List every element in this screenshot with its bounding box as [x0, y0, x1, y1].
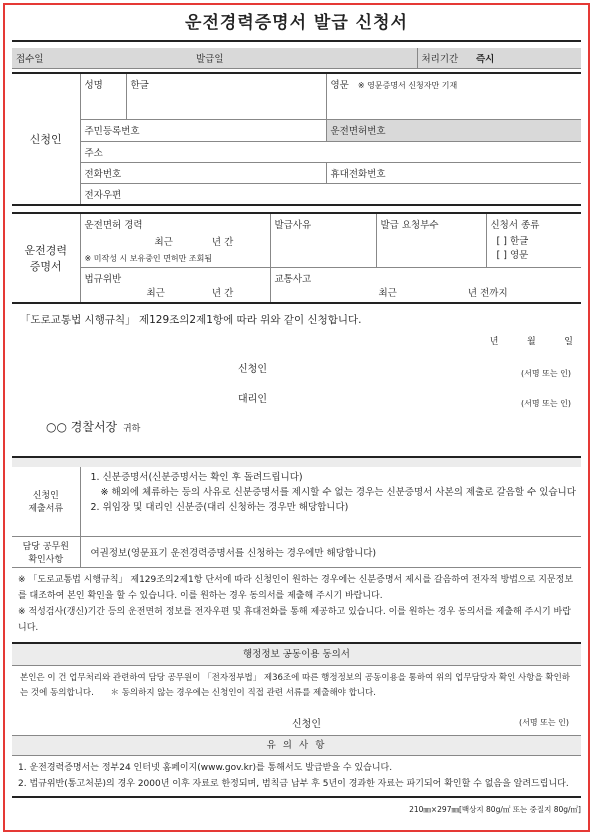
consent-body-note: ＊ 동의하지 않는 경우에는 신청인이 직접 관련 서류를 제출해야 합니다.: [110, 687, 376, 698]
form-footer: 210㎜×297㎜[백상지 80g/㎡ 또는 중질지 80g/㎡]: [12, 796, 581, 815]
accident-years-label: 년 전까지: [467, 287, 508, 299]
documents-section: [12, 456, 581, 567]
caution-header: 유 의 사 항: [12, 736, 581, 756]
certificate-section-label: [12, 213, 80, 303]
note-1: ※ 「도로교통법 시행규칙」 제129조의2제1항 단서에 따라 신청인이 원하는 경우에는 신분증명서 제시를 갈음하여 전자적 방법으로 지문정보를 대조하여 본인 확인을 할 수 있습니다. 이를 원하는 경우 동의서를 제출해 주시기 바랍니다.: [18, 574, 574, 601]
rrn-label: 주민등록번호: [84, 125, 140, 137]
official-check-label: [12, 537, 80, 567]
english-name-label: 영문: [330, 80, 349, 91]
submit-docs-label: [12, 467, 80, 537]
consent-body-wrap: [12, 666, 581, 701]
address-field[interactable]: [80, 141, 581, 162]
notes-block: [12, 567, 581, 642]
career-recent-label: 최근: [154, 236, 173, 248]
type-label: 신청서 종류: [490, 219, 540, 231]
certificate-label-line1: 운전경력: [24, 243, 67, 257]
declaration-applicant-sign[interactable]: (서명 또는 인): [521, 368, 571, 378]
phone-field[interactable]: [80, 162, 326, 183]
applicant-section: [12, 72, 581, 206]
submit-docs-item1: 1. 신분증명서(신분증명서는 확인 후 돌려드립니다): [90, 471, 303, 483]
declaration-date: 년 월 일: [489, 336, 573, 347]
consent-block: [12, 642, 581, 735]
type-field: [486, 213, 581, 268]
korean-name-field[interactable]: [126, 73, 326, 119]
name-label: 성명: [80, 73, 126, 119]
english-name-note: ※ 영문증명서 신청자만 기재: [357, 81, 458, 90]
violation-field[interactable]: [80, 267, 270, 303]
reason-field[interactable]: [270, 213, 376, 268]
submit-docs-label-line1: 신청인: [32, 491, 59, 502]
violation-years-label: 년 간: [211, 287, 234, 299]
career-note: ※ 미작성 시 보유중인 면허만 조회됨: [84, 253, 213, 263]
license-number-label: 운전면허번호: [330, 125, 386, 137]
submit-docs-label-line2: 제출서류: [28, 504, 64, 515]
caution-item2: 2. 법규위반(통고처분)의 경우 2000년 이후 자료로 한정되며, 범칙금 납부 후 5년이 경과한 자료는 파기되어 확인할 수 없음을 알려드립니다.: [18, 778, 569, 789]
caution-content: [12, 756, 581, 796]
receipt-row: [12, 48, 581, 69]
mobile-field[interactable]: [326, 162, 581, 183]
mobile-label: 휴대전화번호: [330, 168, 386, 180]
consent-applicant-sign[interactable]: (서명 또는 인): [519, 717, 569, 727]
application-form: [12, 8, 581, 815]
consent-sign-row: [12, 701, 581, 735]
email-field[interactable]: [80, 183, 581, 205]
submit-docs-item2: 2. 위임장 및 대리인 신분증(대리 신청하는 경우만 해당합니다): [90, 501, 349, 513]
receipt-date-label: 접수일: [16, 54, 44, 65]
declaration-agent-label: 대리인: [238, 393, 267, 405]
note-2: ※ 적성검사(갱신)기간 등의 운전면허 정보를 전자우편 및 휴대전화를 통해 제공하고 있습니다. 이를 원하는 경우 동의서를 제출해 주시기 바랍니다.: [18, 606, 571, 633]
form-title: 운전경력증명서 발급 신청서: [12, 8, 581, 42]
certificate-label-line2: 증명서: [29, 259, 62, 273]
consent-body: 본인은 이 건 업무처리와 관련하여 담당 공무원이 「전자정부법」 제36조에 따른 행정정보의 공동이용을 통하여 위의 업무담당자 확인 사항을 확인하는 것에 동의합니다.: [20, 672, 570, 698]
korean-name-label: 한글: [130, 80, 149, 91]
email-label: 전자우편: [84, 189, 122, 201]
declaration-agent-sign[interactable]: (서명 또는 인): [521, 398, 571, 408]
official-check-label-line1: 담당 공무원: [22, 541, 69, 552]
recipient-suffix: 귀하: [122, 423, 141, 434]
license-number-field[interactable]: [326, 119, 581, 141]
declaration-applicant-label: 신청인: [238, 363, 267, 375]
accident-label: 교통사고: [274, 273, 312, 285]
declaration-block: [12, 304, 581, 450]
accident-field[interactable]: [270, 267, 581, 303]
reason-label: 발급사유: [274, 219, 312, 231]
violation-label: 법규위반: [84, 273, 122, 285]
recipient-line: [46, 418, 140, 435]
processing-period-label: 처리기간: [417, 48, 472, 69]
english-name-field[interactable]: [326, 73, 581, 119]
type-english-checkbox[interactable]: [ ] 영문: [496, 249, 529, 261]
official-check-item: 여권정보(영문표기 운전경력증명서를 신청하는 경우에만 해당합니다): [80, 537, 581, 567]
copies-label: 발급 요청부수: [380, 219, 439, 231]
caution-block: [12, 735, 581, 796]
processing-period-value: 즉시: [476, 54, 495, 65]
submit-docs-content: [80, 467, 581, 537]
issue-date-label: 발급일: [196, 54, 224, 65]
phone-label: 전화번호: [84, 168, 122, 180]
recipient-name: ○○ 경찰서장: [46, 419, 118, 434]
career-field[interactable]: [80, 213, 270, 268]
rrn-field[interactable]: [80, 119, 326, 141]
submit-docs-item1-note: ※ 해외에 체류하는 등의 사유로 신분증명서를 제시할 수 없는 경우는 신분증명서 사본의 제출로 갈음할 수 있습니다: [100, 486, 576, 498]
copies-field[interactable]: [376, 213, 486, 268]
consent-header: 행정정보 공동이용 동의서: [12, 644, 581, 666]
consent-applicant-label: 신청인: [292, 718, 321, 730]
accident-recent-label: 최근: [378, 287, 397, 299]
career-years-label: 년 간: [211, 236, 234, 248]
documents-top-band: [12, 457, 581, 467]
declaration-statement: 「도로교통법 시행규칙」 제129조의2제1항에 따라 위와 같이 신청합니다.: [20, 313, 362, 326]
applicant-section-label: 신청인: [12, 73, 80, 205]
certificate-section: [12, 212, 581, 304]
type-korean-checkbox[interactable]: [ ] 한글: [496, 235, 529, 247]
career-label: 운전면허 경력: [84, 219, 143, 231]
caution-item1: 1. 운전경력증명서는 정부24 인터넷 홈페이지(www.gov.kr)를 통해서도 발급받을 수 있습니다.: [18, 762, 393, 773]
address-label: 주소: [84, 147, 103, 159]
official-check-label-line2: 확인사항: [28, 554, 64, 565]
violation-recent-label: 최근: [146, 287, 165, 299]
